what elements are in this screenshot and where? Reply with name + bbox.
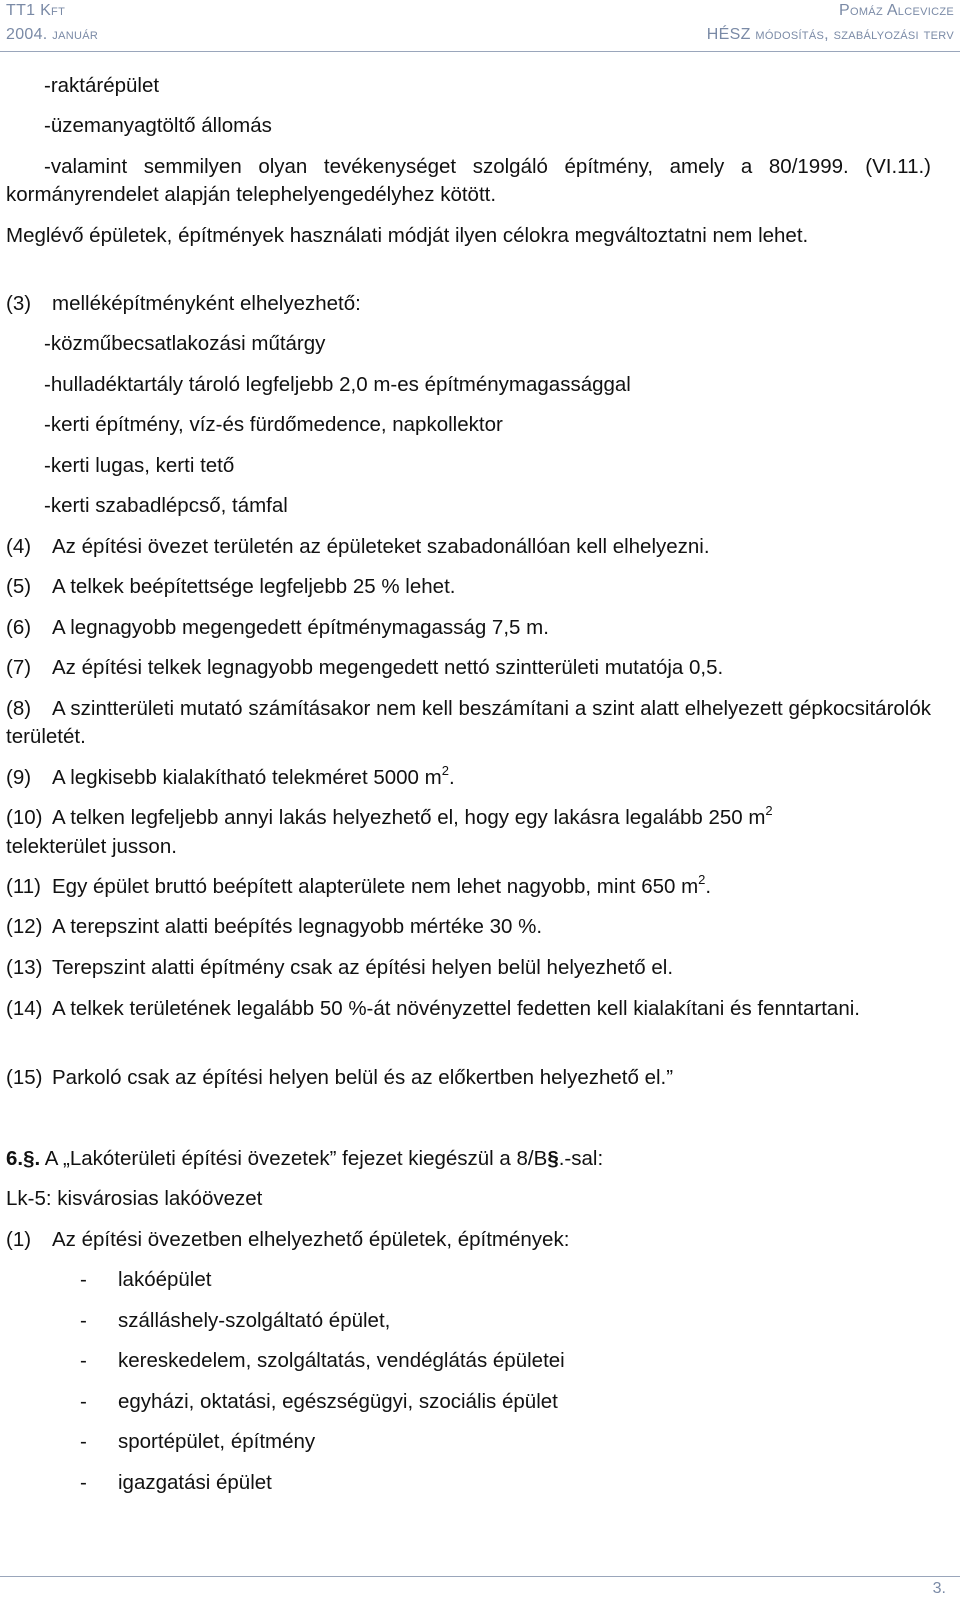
list-item: -kerti szabadlépcső, támfal: [44, 494, 288, 517]
page-header: [0, 0, 960, 48]
numbered-paragraph: [6, 804, 773, 832]
zone-title: Lk-5: kisvárosias lakóövezet: [6, 1187, 263, 1210]
paragraph-number: (10): [6, 806, 43, 829]
paragraph-text: A telken legfeljebb annyi lakás helyezhető el, hogy egy lakásra legalább 250 m: [52, 806, 766, 829]
list-item: -közműbecsatlakozási műtárgy: [44, 332, 326, 355]
paragraph-number: (13): [6, 956, 43, 979]
list-item: [80, 1347, 565, 1375]
paragraph-text: Terepszint alatti építmény csak az építési helyen belül helyezhető el.: [52, 956, 674, 979]
numbered-paragraph: [6, 764, 455, 792]
list-item-text: lakóépület: [118, 1268, 212, 1291]
numbered-paragraph: [6, 1064, 673, 1092]
list-dash: -: [80, 1471, 87, 1494]
paragraph-text: Az építési övezet területén az épületeket szabadonállóan kell elhelyezni.: [52, 535, 710, 558]
list-dash: -: [80, 1268, 87, 1291]
paragraph-text: Parkoló csak az építési helyen belül és az előkertben helyezhető el.”: [52, 1066, 674, 1089]
list-item-text: igazgatási épület: [118, 1471, 272, 1494]
numbered-paragraph: [6, 654, 723, 682]
paragraph-text: A szintterületi mutató számításakor nem kell beszámítani a szint alatt elhelyezett gépkocsitárolók területét.: [6, 697, 931, 748]
numbered-paragraph: [6, 290, 361, 318]
list-item-text: egyházi, oktatási, egészségügyi, szociális épület: [118, 1390, 558, 1413]
paragraph-number: (1): [6, 1228, 32, 1251]
section-text-end: .-sal:: [558, 1147, 604, 1170]
paragraph: -valamint semmilyen olyan tevékenységet szolgáló építmény, amely a 80/1999. (VI.11.) kormányrendelet alapján telephelyengedélyhez kötött.: [6, 155, 931, 206]
paragraph-continuation: telekterület jusson.: [6, 835, 177, 858]
list-dash: -: [80, 1309, 87, 1332]
document-date: 2004. január: [6, 26, 99, 43]
paragraph-text: A telkek beépítettsége legfeljebb 25 % lehet.: [52, 575, 456, 598]
superscript: 2: [765, 803, 773, 818]
numbered-paragraph: [6, 913, 542, 941]
paragraph-text: Egy épület bruttó beépített alapterülete nem lehet nagyobb, mint 650 m: [52, 875, 699, 898]
paragraph-text: A telkek területének legalább 50 %-át növényzettel fedetten kell kialakítani és fenntartani.: [52, 997, 860, 1020]
list-item: [80, 1469, 272, 1497]
paragraph-text: melléképítményként elhelyezhető:: [52, 292, 361, 315]
paragraph: Meglévő épületek, építmények használati módját ilyen célokra megváltoztatni nem lehet.: [6, 224, 809, 247]
paragraph-text: Az építési telkek legnagyobb megengedett nettó szintterületi mutatója 0,5.: [52, 656, 724, 679]
paragraph-number: (11): [6, 875, 41, 898]
paragraph-text: A legnagyobb megengedett építménymagasság 7,5 m.: [52, 616, 549, 639]
section-text: A „Lakóterületi építési övezetek” fejezet kiegészül a 8/B: [40, 1147, 548, 1170]
list-item-text: szálláshely-szolgáltató épület,: [118, 1309, 391, 1332]
numbered-paragraph: [6, 695, 931, 751]
paragraph-number: (12): [6, 915, 43, 938]
paragraph-text: A legkisebb kialakítható telekméret 5000 m: [52, 766, 442, 789]
list-item: [80, 1428, 315, 1456]
header-divider: [0, 51, 960, 52]
list-item: [80, 1307, 390, 1335]
list-item: -üzemanyagtöltő állomás: [44, 114, 272, 137]
paragraph-text: Az építési övezetben elhelyezhető épületek, építmények:: [52, 1228, 570, 1251]
list-dash: -: [80, 1430, 87, 1453]
numbered-paragraph: [6, 1226, 569, 1254]
punctuation: .: [705, 875, 712, 898]
punctuation: .: [448, 766, 455, 789]
numbered-paragraph: [6, 614, 549, 642]
paragraph-number: (14): [6, 997, 43, 1020]
superscript: 2: [441, 763, 449, 778]
list-item: -kerti lugas, kerti tető: [44, 454, 235, 477]
list-item-text: kereskedelem, szolgáltatás, vendéglátás épületei: [118, 1349, 565, 1372]
section-heading: [6, 1145, 603, 1173]
numbered-paragraph: [6, 954, 673, 982]
list-item: -kerti építmény, víz-és fürdőmedence, napkollektor: [44, 413, 503, 436]
page-number: 3.: [932, 1580, 946, 1597]
paragraph-text: A terepszint alatti beépítés legnagyobb mértéke 30 %.: [52, 915, 543, 938]
document-type: HÉSZ módosítás, szabályozási terv: [706, 26, 954, 43]
list-item: -hulladéktartály tároló legfeljebb 2,0 m-es építménymagassággal: [44, 373, 631, 396]
paragraph-number: (6): [6, 616, 32, 639]
numbered-paragraph: [6, 995, 931, 1023]
project-location: Pomáz Alcevicze: [839, 2, 954, 19]
list-item: [80, 1388, 558, 1416]
footer-divider: [0, 1576, 960, 1577]
company-name: TT1 Kft: [6, 2, 66, 19]
paragraph-number: (3): [6, 292, 32, 315]
paragraph-number: (7): [6, 656, 32, 679]
list-item-text: sportépület, építmény: [118, 1430, 316, 1453]
paragraph-number: (8): [6, 697, 32, 720]
list-dash: -: [80, 1390, 87, 1413]
paragraph-number: (15): [6, 1066, 43, 1089]
numbered-paragraph: [6, 573, 455, 601]
list-dash: -: [80, 1349, 87, 1372]
paragraph-number: (4): [6, 535, 32, 558]
paragraph-number: (5): [6, 575, 32, 598]
superscript: 2: [698, 872, 706, 887]
list-item: [80, 1266, 211, 1294]
numbered-paragraph: [6, 873, 711, 901]
paragraph-number: (9): [6, 766, 32, 789]
numbered-paragraph: [6, 533, 710, 561]
section-sign: §: [547, 1147, 559, 1170]
section-number: 6.§.: [6, 1147, 41, 1170]
list-item: -raktárépület: [44, 74, 160, 97]
